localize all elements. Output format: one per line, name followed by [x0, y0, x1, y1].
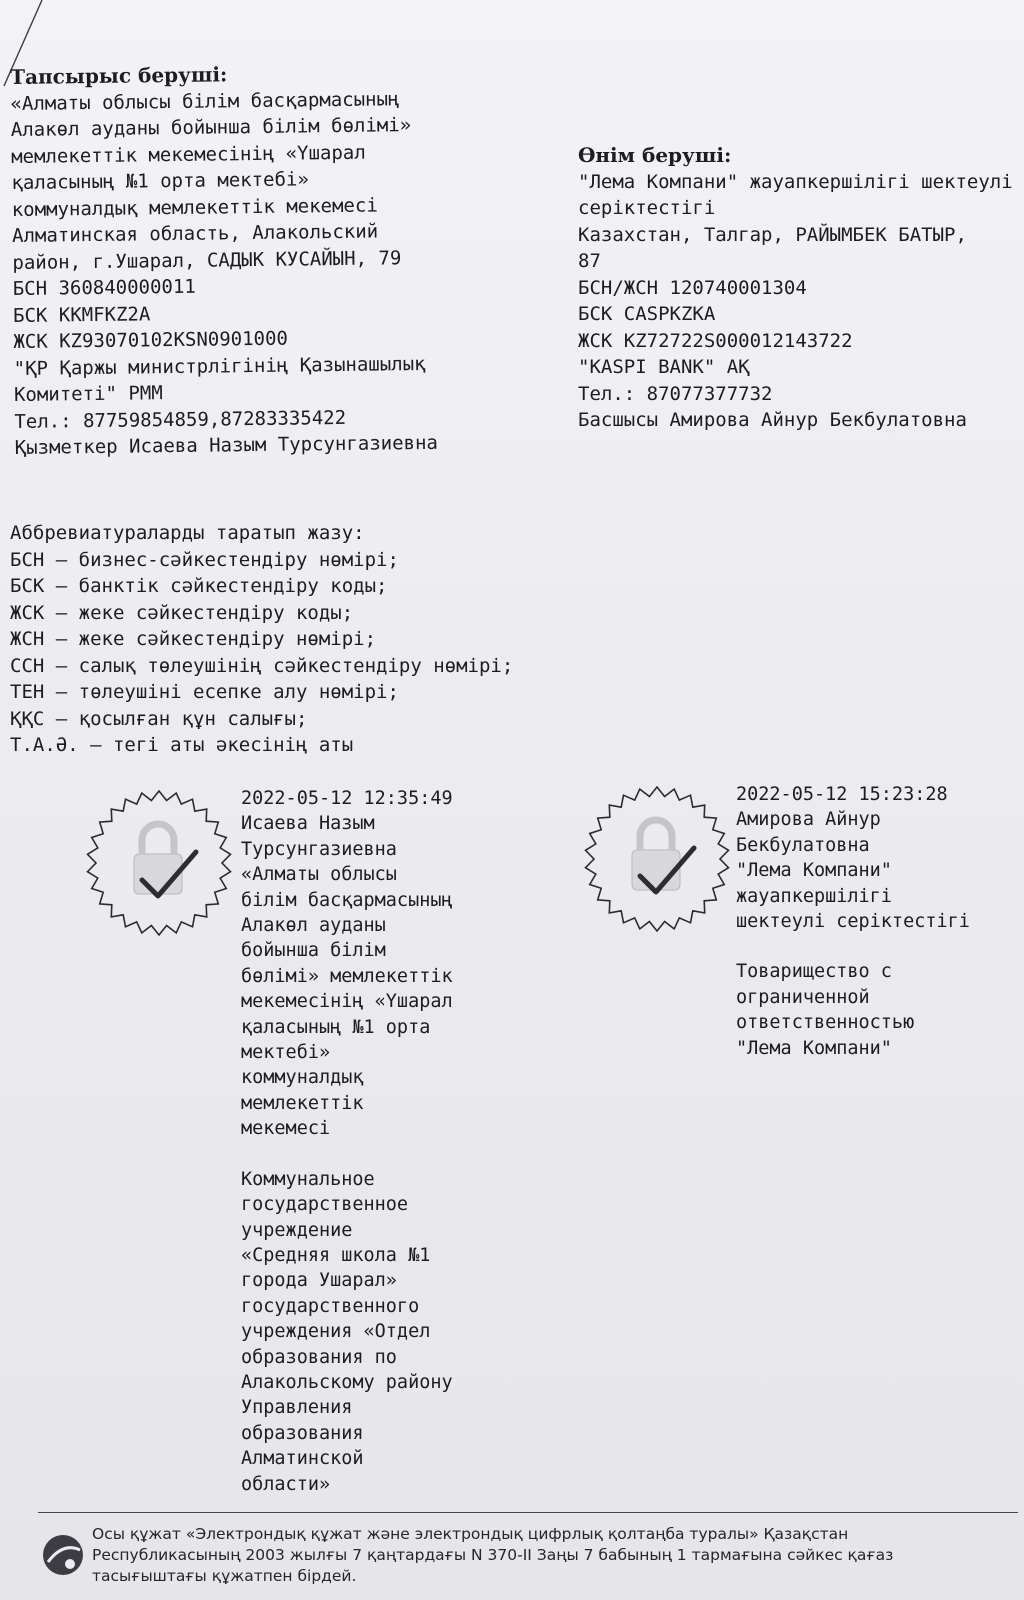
customer-line: "ҚР Қаржы министрлігінің Қазынашылық	[13, 352, 426, 380]
signature-line: ограниченной	[736, 986, 870, 1008]
signature-line: Алакөл ауданы	[241, 915, 386, 937]
supplier-bin: БСН/ЖСН 120740001304	[578, 276, 807, 299]
customer-signature-info	[241, 786, 453, 1497]
abbreviation-item: ҚҚС – қосылған құн салығы;	[10, 707, 308, 730]
supplier-line: серіктестігі	[578, 197, 716, 219]
customer-bic: БСК KKMFKZ2A	[12, 302, 151, 327]
signature-line: «Средняя школа №1	[241, 1244, 431, 1266]
supplier-signature-info	[736, 782, 970, 1061]
signature-line: образования по	[241, 1346, 397, 1368]
signature-line: Алакольскому району	[241, 1371, 453, 1393]
signature-line: Исаева Назым	[241, 813, 375, 835]
signature-line: «Алматы облысы	[241, 864, 397, 886]
customer-line: Комитеті" РММ	[13, 382, 163, 406]
supplier-line: 87	[578, 250, 601, 272]
signature-line: Коммунальное	[241, 1168, 375, 1190]
abbreviation-item: БСН – бизнес-сәйкестендіру нөмірі;	[10, 548, 399, 571]
customer-line: қаласының №1 орта мектебі»	[11, 168, 309, 194]
supplier-line: Казахстан, Талгар, РАЙЫМБЕК БАТЫР,	[578, 223, 967, 246]
abbreviation-item: ЖСН – жеке сәйкестендіру нөмірі;	[10, 628, 377, 650]
supplier-phone: Тел.: 87077377732	[578, 382, 773, 405]
signature-line: жауапкершілігі	[736, 885, 892, 907]
customer-phone: Тел.: 87759854859,87283335422	[14, 406, 347, 433]
legal-notice-line: тасығыштағы құжатпен бірдей.	[92, 1567, 357, 1585]
signature-datetime: 2022-05-12 15:23:28	[736, 784, 948, 805]
supplier-director: Басшысы Амирова Айнур Бекбулатовна	[578, 409, 967, 431]
signature-line: Турсунгазиевна	[241, 838, 397, 860]
footer-divider	[38, 1512, 1018, 1513]
customer-iic: ЖСК KZ93070102KSN0901000	[13, 327, 289, 353]
legal-notice-line: Осы құжат «Электрондық құжат және электрондық цифрлық қолтаңба туралы» Қазақстан	[92, 1525, 849, 1543]
customer-header: Тапсырыс беруші:	[10, 62, 228, 89]
abbreviation-item: Т.А.Ә. – тегі аты әкесінің аты	[10, 734, 354, 756]
signature-line: области»	[241, 1473, 331, 1495]
abbreviations-title: Аббревиатураларды таратып жазу:	[10, 522, 365, 544]
abbreviation-item: ССН – салық төлеушінің сәйкестендіру нөмірі;	[10, 654, 514, 677]
customer-line: мемлекеттік мекемесінің «Үшарал	[10, 141, 366, 168]
supplier-details	[578, 142, 1013, 434]
abbreviation-item: ЖСК – жеке сәйкестендіру коды;	[10, 601, 354, 624]
abbreviations-list	[10, 520, 513, 759]
signature-line: учреждения «Отдел	[241, 1321, 431, 1343]
legal-notice	[92, 1524, 893, 1587]
customer-line: «Алматы облысы білім басқармасының	[10, 87, 400, 115]
signature-line: государственное	[241, 1194, 409, 1216]
abbreviation-item: БСК – банктік сәйкестендіру коды;	[10, 575, 388, 597]
customer-details	[10, 59, 438, 462]
abbreviation-item: ТЕН – төлеушіні есепке алу нөмірі;	[10, 681, 399, 703]
spacer	[736, 934, 970, 959]
supplier-iic: ЖСК KZ72722S000012143722	[578, 329, 853, 352]
customer-employee: Қызметкер Исаева Назым Турсунгазиевна	[14, 431, 439, 459]
signature-datetime: 2022-05-12 12:35:49	[241, 788, 453, 809]
e-gov-logo-icon	[40, 1532, 86, 1578]
signature-line: коммуналдық	[241, 1067, 364, 1089]
signature-line: города Ушарал»	[241, 1270, 397, 1292]
signature-line: шектеулі серіктестігі	[736, 911, 970, 933]
spacer	[241, 1142, 453, 1167]
signature-line: "Лема Компани"	[736, 1037, 892, 1059]
signature-line: мектебі»	[241, 1042, 331, 1064]
signature-line: "Лема Компани"	[736, 860, 892, 882]
signature-line: Бекбулатовна	[736, 834, 870, 856]
signature-seal-icon	[84, 788, 234, 938]
signature-line: Товарищество с	[736, 961, 892, 983]
signature-line: бөлімі» мемлекеттік	[241, 965, 453, 987]
signature-line: образования	[241, 1422, 364, 1444]
signature-line: мекемесі	[241, 1118, 331, 1140]
signature-line: білім басқармасының	[241, 889, 453, 911]
supplier-bank: "KASPI BANK" АҚ	[578, 356, 750, 378]
signature-line: Управления	[241, 1397, 353, 1419]
signature-line: Алматинской	[241, 1448, 364, 1470]
signature-line: бойынша білім	[241, 940, 386, 962]
signature-line: Амирова Айнур	[736, 809, 881, 831]
customer-line: Алматинская область, Алакольский	[11, 220, 379, 247]
supplier-header: Өнім беруші:	[578, 143, 732, 167]
signature-line: мемлекеттік	[241, 1092, 364, 1114]
customer-bin: БСН 360840000011	[12, 275, 196, 300]
signature-line: қаласының №1 орта	[241, 1016, 431, 1038]
legal-notice-line: Республикасының 2003 жылғы 7 қаңтардағы N 370-II Заңы 7 бабының 1 тармағына сәйкес қағаз	[92, 1546, 894, 1564]
signature-seal-icon	[582, 784, 732, 934]
supplier-line: "Лема Компани" жауапкершілігі шектеулі	[578, 170, 1013, 193]
signature-line: мекемесінің «Үшарал	[241, 991, 453, 1013]
signature-line: государственного	[241, 1295, 420, 1317]
signature-line: ответственностью	[736, 1012, 915, 1034]
customer-line: Алакөл ауданы бойынша білім бөлімі»	[10, 114, 412, 141]
customer-line: район, г.Ушарал, САДЫК КУСАЙЫН, 79	[12, 246, 402, 274]
supplier-bic: БСК CASPKZKA	[578, 303, 716, 325]
signature-line: учреждение	[241, 1219, 353, 1241]
customer-line: коммуналдық мемлекеттік мекемесі	[11, 194, 378, 221]
